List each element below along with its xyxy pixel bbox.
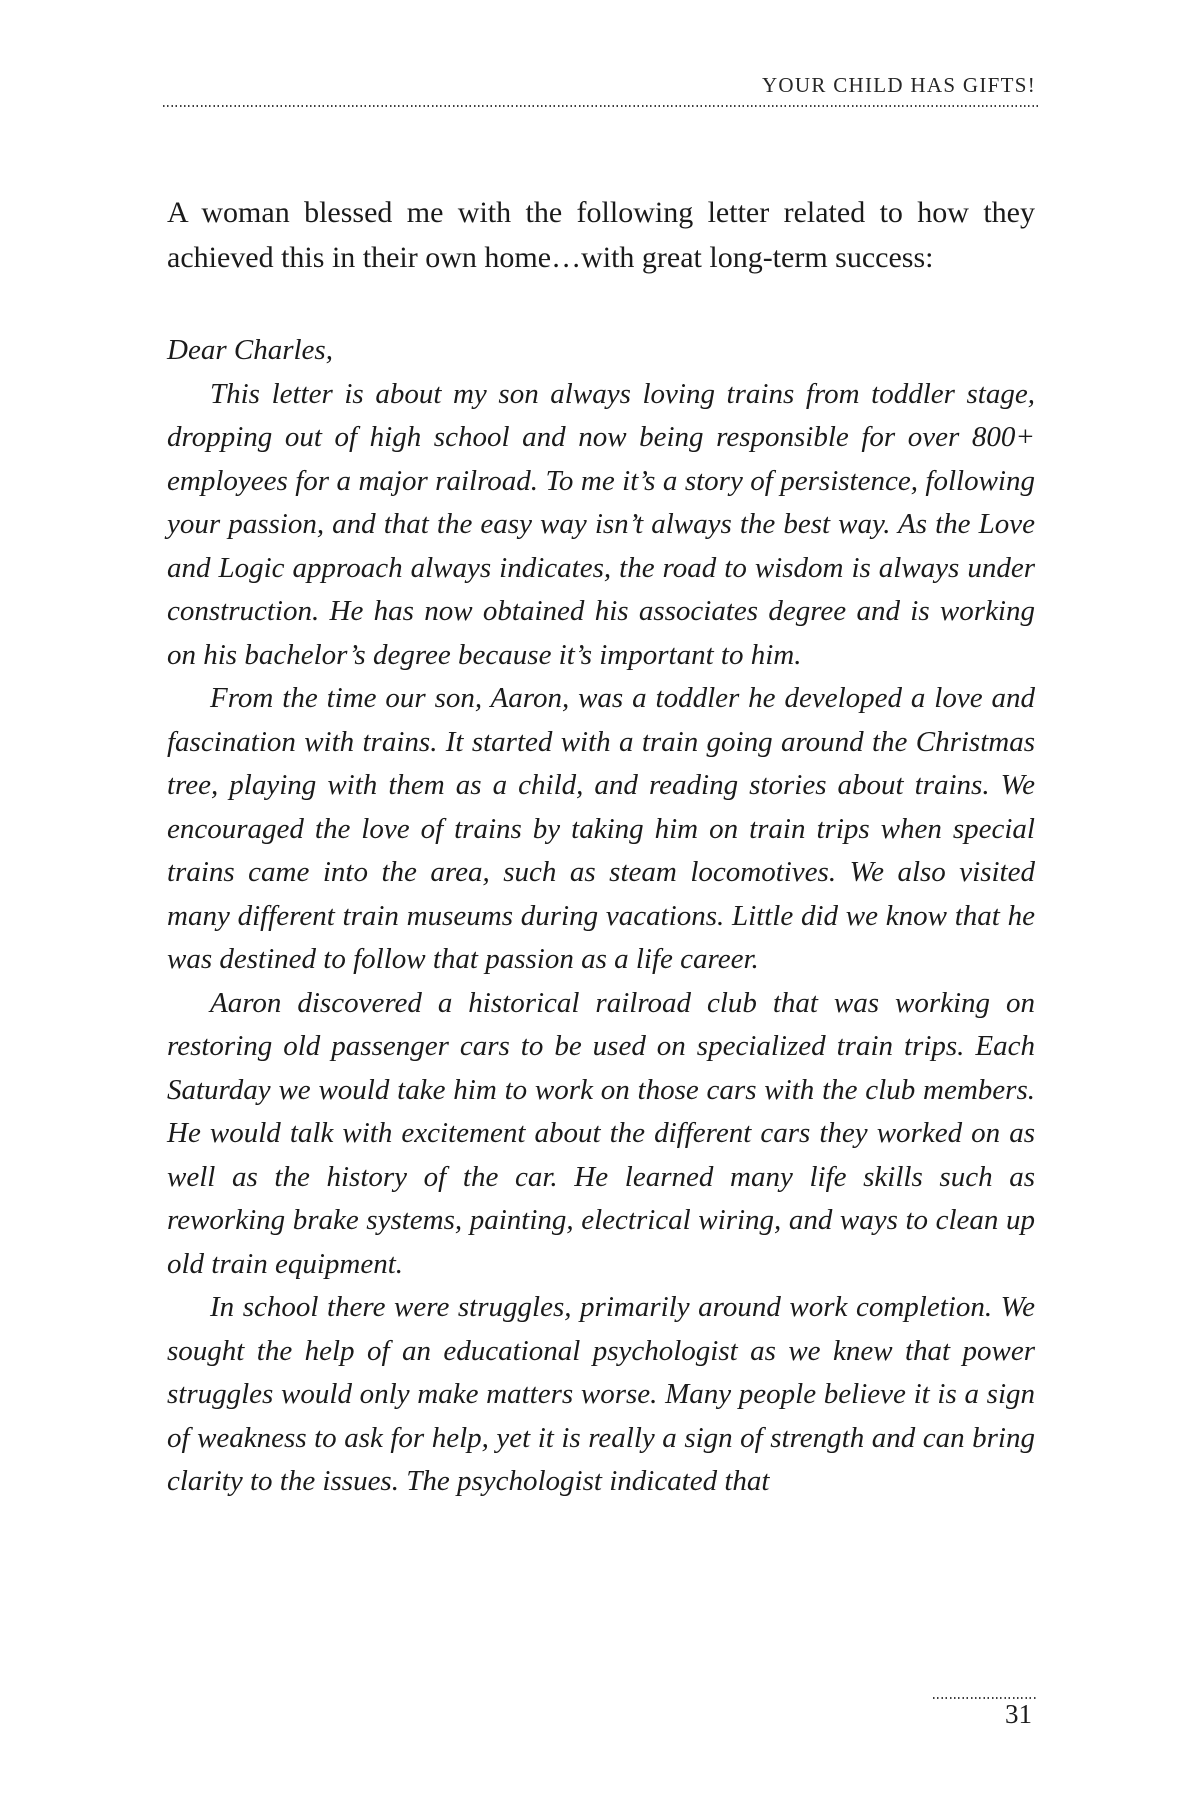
letter-block [167,329,1035,1504]
page-number: 31 [1005,1699,1032,1729]
letter-paragraph: In school there were struggles, primarily around work completion. We sought the help of an educational psychologist as we knew that power struggles would only make matters worse. Many people believe it is a sign of weakness to ask for help, yet it is really a sign of strength and can bring clarity to the issues. The psychologist indicated that [167,1291,1035,1497]
letter-paragraph: From the time our son, Aaron, was a toddler he developed a love and fascination with trains. It started with a train going around the Christmas tree, playing with them as a child, and reading stories about trains. We encouraged the love of trains by taking him on train trips when special trains came into the area, such as steam locomotives. We also visited many different train museums during vacations. Little did we know that he was destined to follow that passion as a life career. [167,682,1035,975]
header-dotted-rule [163,105,1040,107]
letter-salutation: Dear Charles, [167,334,333,366]
letter-paragraph: This letter is about my son always loving trains from toddler stage, dropping out of high school and now being responsible for over 800+ employees for a major railroad. To me it’s a story of persistence, following your passion, and that the easy way isn’t always the best way. As the Love and Logic approach always indicates, the road to wisdom is always under construction. He has now obtained his associates degree and is working on his bachelor’s degree because it’s important to him. [167,377,1035,671]
intro-paragraph: A woman blessed me with the following letter related to how they achieved this in their own home…with great long-term success: [167,196,1035,274]
letter-paragraph: Aaron discovered a historical railroad club that was working on restoring old passenger cars to be used on specialized train trips. Each Saturday we would take him to work on those cars with the club members. He would talk with excitement about the different cars they worked on as well as the history of the car. He learned many life skills such as reworking brake systems, painting, electrical wiring, and ways to clean up old train equipment. [167,986,1035,1280]
page-content [167,190,1035,1504]
running-header-title: YOUR CHILD HAS GIFTS! [761,73,1036,97]
